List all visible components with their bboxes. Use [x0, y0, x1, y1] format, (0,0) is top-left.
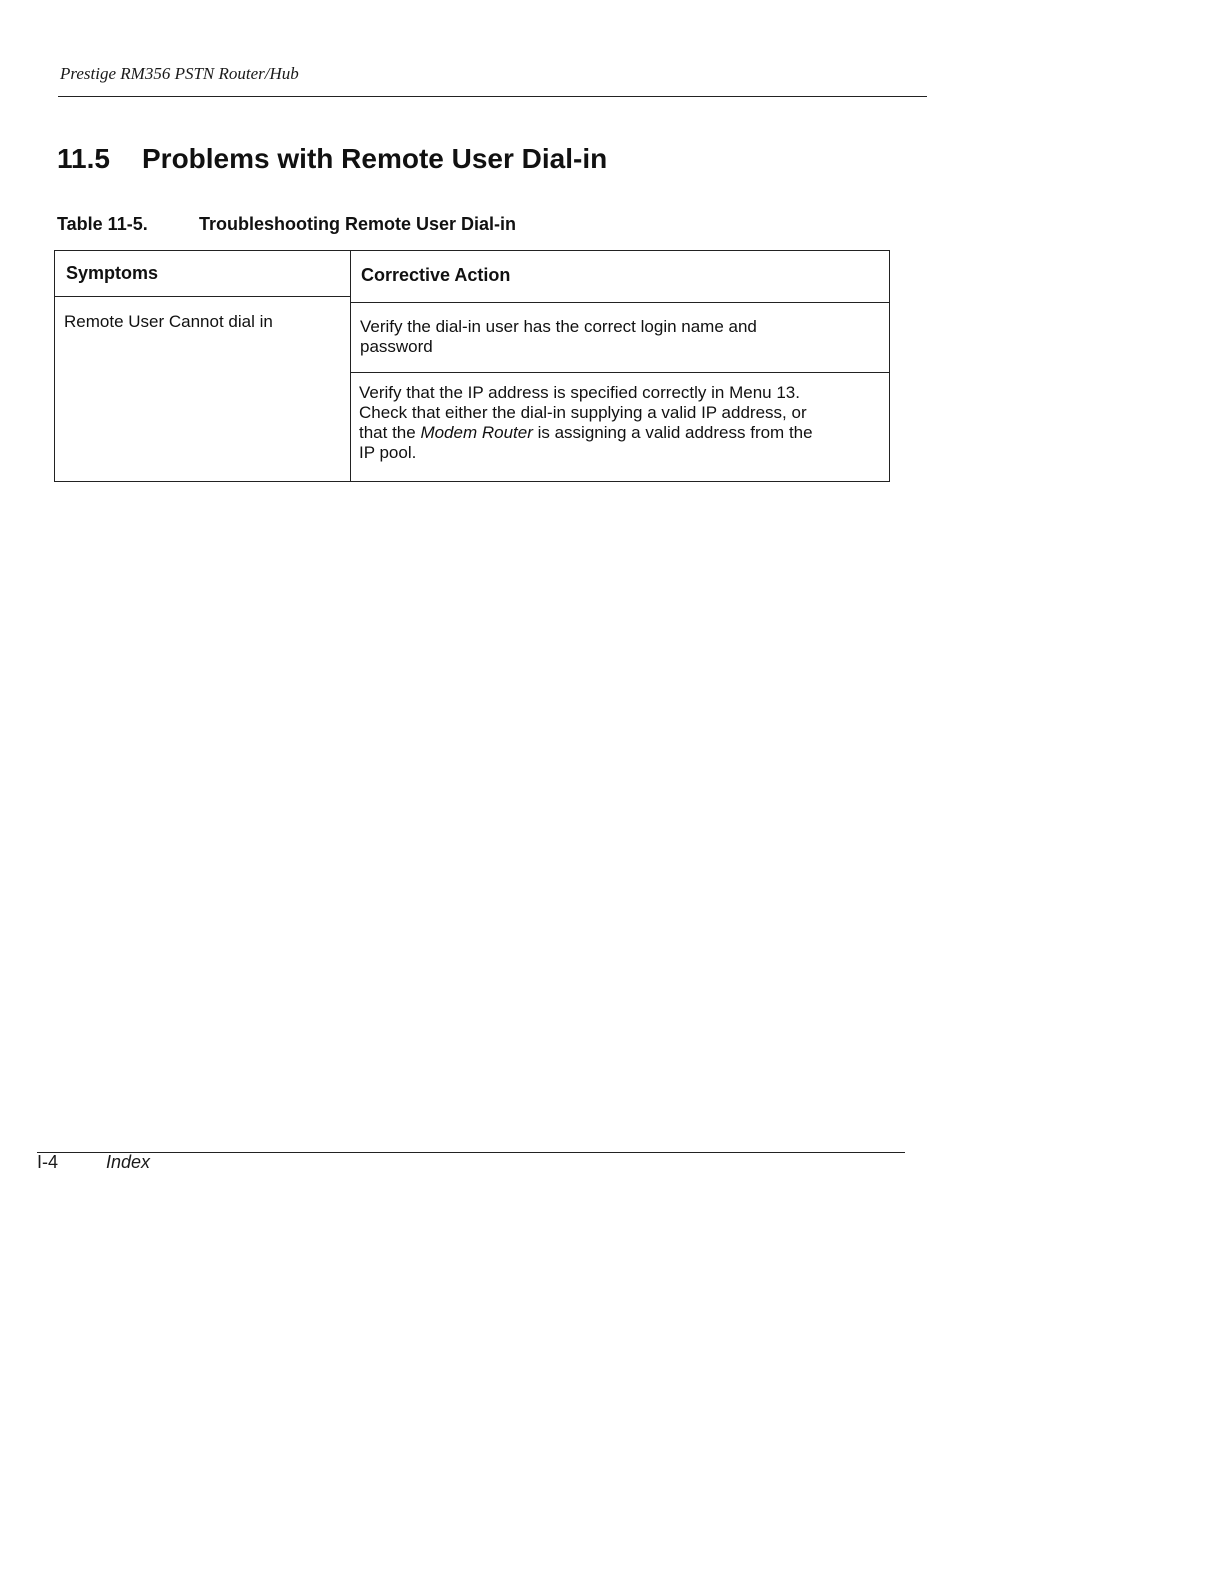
- column-header-symptoms: Symptoms: [66, 263, 159, 283]
- symptom-cell: Remote User Cannot dial in: [64, 312, 273, 331]
- action-line: IP pool.: [359, 443, 417, 462]
- column-header-corrective-action: Corrective Action: [361, 265, 511, 285]
- action-line: Verify that the IP address is specified correctly in Menu 13.: [359, 383, 800, 402]
- action-line: Check that either the dial-in supplying a valid IP address, or: [359, 403, 807, 422]
- action-header-rule: [350, 302, 889, 303]
- table-caption-number: Table 11-5.: [57, 214, 148, 234]
- header-rule: [58, 96, 927, 97]
- column-divider: [350, 251, 351, 481]
- footer-section-label: Index: [106, 1152, 151, 1172]
- troubleshooting-table: [54, 250, 890, 482]
- action-text: that the: [359, 423, 421, 442]
- running-header: Prestige RM356 PSTN Router/Hub: [60, 64, 299, 83]
- symptoms-header-rule: [55, 296, 350, 297]
- action-cell: [360, 317, 757, 357]
- action-line: password: [360, 337, 433, 356]
- footer-rule: [37, 1152, 905, 1153]
- action-line: [359, 423, 813, 443]
- page-number: I-4: [37, 1152, 59, 1172]
- table-caption: [57, 214, 516, 235]
- action-line: Verify the dial-in user has the correct login name and: [360, 317, 757, 336]
- action-cell: [359, 383, 813, 463]
- product-name: Modem Router: [420, 423, 533, 442]
- section-title: Problems with Remote User Dial-in: [142, 143, 608, 174]
- section-heading: [57, 143, 607, 175]
- section-number: 11.5: [57, 143, 110, 174]
- action-row-rule: [350, 372, 889, 373]
- table-caption-title: Troubleshooting Remote User Dial-in: [199, 214, 517, 234]
- action-text: is assigning a valid address from the: [532, 423, 813, 442]
